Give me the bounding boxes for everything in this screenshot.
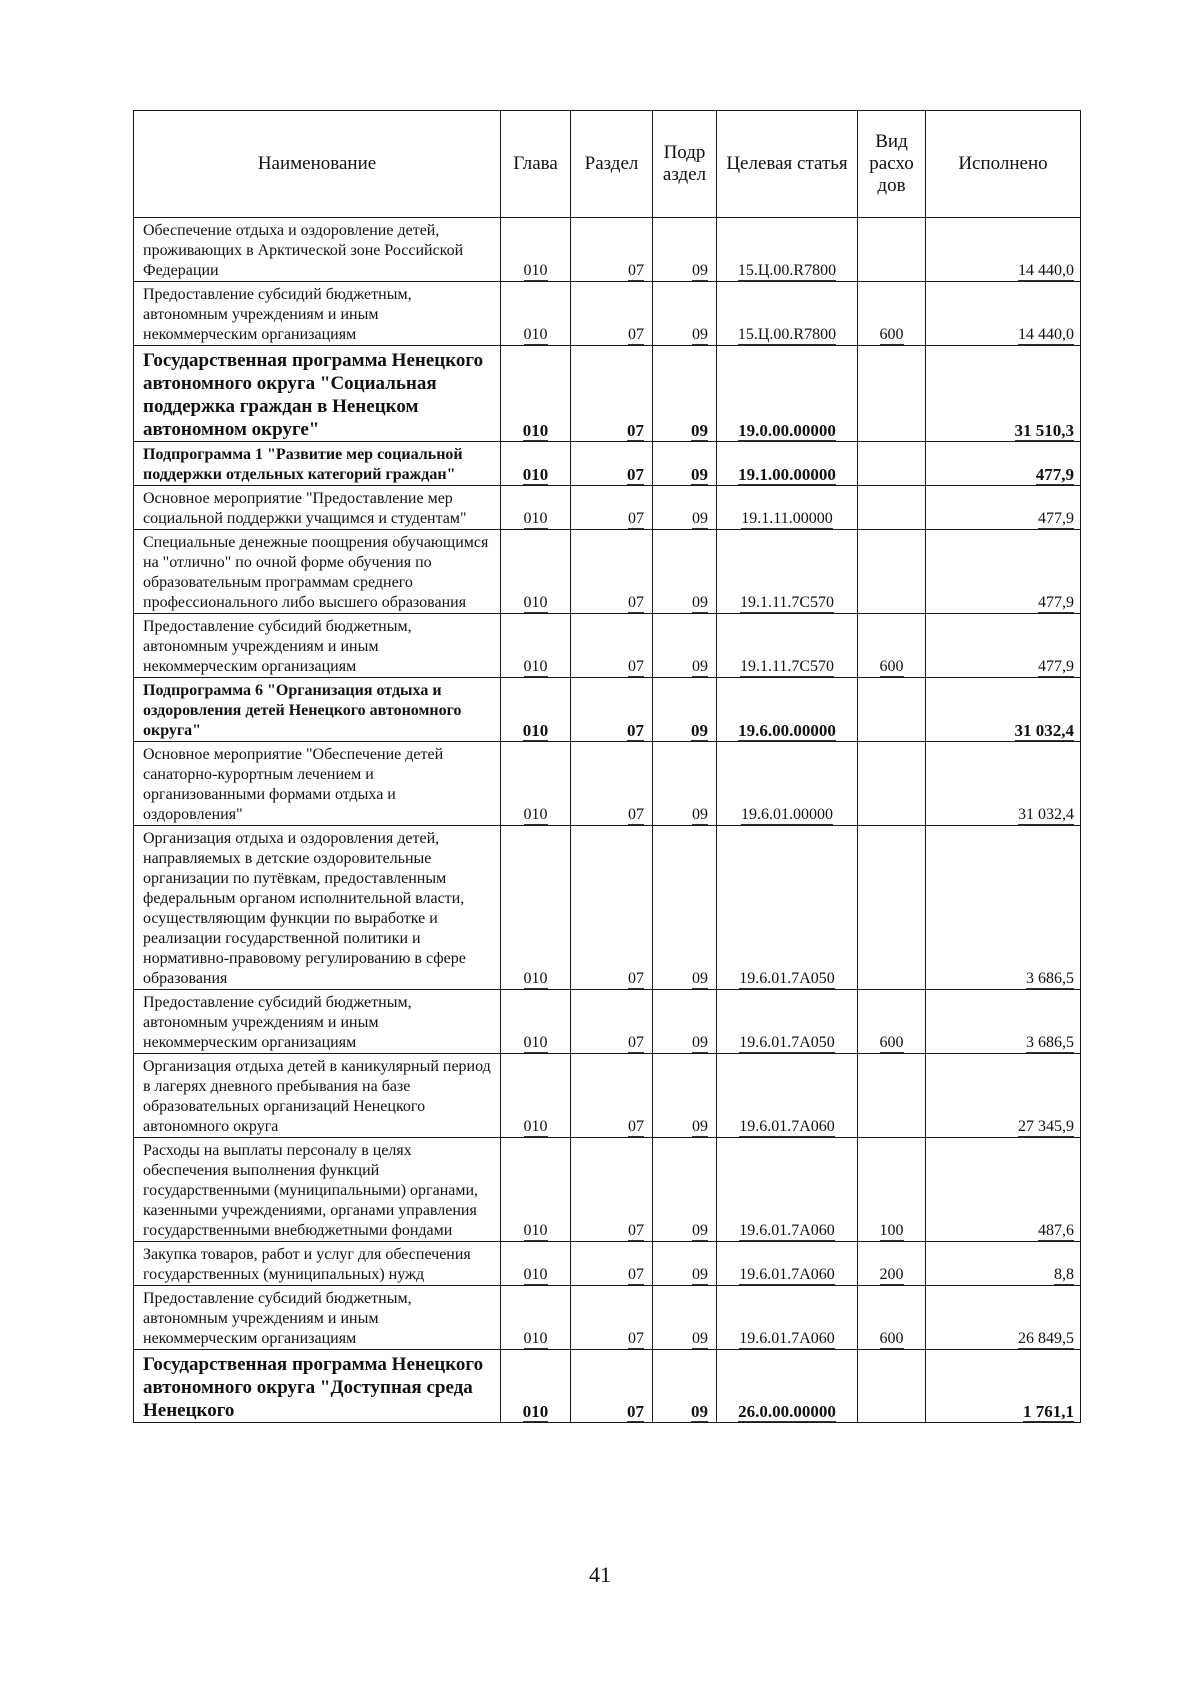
- cell-target-value: 19.6.00.00000: [738, 721, 836, 740]
- cell-section-value: 07: [628, 1034, 644, 1051]
- cell-subsection-value: 09: [692, 658, 708, 675]
- cell-subsection: [653, 530, 717, 614]
- cell-done: [926, 282, 1081, 346]
- cell-chapter-value: 010: [523, 326, 548, 343]
- cell-section-value: 07: [628, 510, 644, 527]
- cell-done-value: 14 440,0: [1018, 326, 1074, 343]
- cell-section: [571, 614, 653, 678]
- cell-subsection-value: 09: [692, 1034, 708, 1051]
- cell-done-value: 477,9: [1038, 594, 1074, 611]
- cell-name: Основное мероприятие "Предоставление мер социальной поддержки учащимся и студентам": [134, 486, 501, 530]
- table-row: [134, 282, 1081, 346]
- cell-chapter-value: 010: [523, 806, 548, 823]
- cell-section-value: 07: [628, 970, 644, 987]
- cell-subsection-value: 09: [691, 1402, 708, 1421]
- cell-subsection-value: 09: [691, 465, 708, 484]
- cell-target: [717, 282, 858, 346]
- cell-type-value: 600: [879, 658, 904, 675]
- table-row: [134, 614, 1081, 678]
- cell-type: [858, 1242, 926, 1286]
- cell-subsection-value: 09: [692, 262, 708, 279]
- cell-name: Государственная программа Ненецкого автономного округа "Доступная среда Ненецкого: [134, 1350, 501, 1423]
- budget-table: [133, 110, 1081, 1423]
- cell-subsection: [653, 1286, 717, 1350]
- cell-type: [858, 218, 926, 282]
- cell-target: [717, 614, 858, 678]
- cell-type: [858, 742, 926, 826]
- cell-subsection-value: 09: [692, 1330, 708, 1347]
- cell-chapter: [501, 990, 571, 1054]
- cell-section: [571, 742, 653, 826]
- cell-section-value: 07: [627, 421, 644, 440]
- cell-chapter-value: 010: [523, 510, 548, 527]
- cell-done: [926, 678, 1081, 742]
- cell-target-value: 19.6.01.7А050: [739, 1034, 835, 1051]
- cell-section-value: 07: [628, 658, 644, 675]
- table-row: [134, 442, 1081, 486]
- cell-type: [858, 1286, 926, 1350]
- cell-name: Предоставление субсидий бюджетным, автономным учреждениям и иным некоммерческим организациям: [134, 614, 501, 678]
- cell-subsection: [653, 1242, 717, 1286]
- table-row: [134, 678, 1081, 742]
- cell-section: [571, 282, 653, 346]
- cell-target-value: 19.6.01.7А060: [739, 1118, 835, 1135]
- cell-section-value: 07: [627, 1402, 644, 1421]
- cell-chapter-value: 010: [523, 658, 548, 675]
- cell-done-value: 31 510,3: [1014, 421, 1074, 440]
- cell-chapter: [501, 442, 571, 486]
- cell-done: [926, 486, 1081, 530]
- table-row: [134, 346, 1081, 442]
- cell-name: Закупка товаров, работ и услуг для обеспечения государственных (муниципальных) нужд: [134, 1242, 501, 1286]
- cell-section: [571, 826, 653, 990]
- cell-name: Основное мероприятие "Обеспечение детей санаторно-курортным лечением и организованными формами отдыха и оздоровления": [134, 742, 501, 826]
- cell-subsection-value: 09: [692, 806, 708, 823]
- cell-target: [717, 1054, 858, 1138]
- cell-section-value: 07: [628, 1266, 644, 1283]
- cell-section: [571, 990, 653, 1054]
- cell-chapter: [501, 486, 571, 530]
- cell-section-value: 07: [628, 1118, 644, 1135]
- cell-section: [571, 442, 653, 486]
- cell-subsection-value: 09: [691, 421, 708, 440]
- cell-type: [858, 442, 926, 486]
- cell-done-value: 27 345,9: [1018, 1118, 1074, 1135]
- header-type: Вид расхо дов: [858, 111, 926, 218]
- cell-section-value: 07: [627, 721, 644, 740]
- cell-subsection: [653, 218, 717, 282]
- cell-type-value: 600: [879, 1330, 904, 1347]
- cell-type: [858, 826, 926, 990]
- cell-target-value: 19.0.00.00000: [738, 421, 836, 440]
- cell-done-value: 1 761,1: [1023, 1402, 1074, 1421]
- cell-name: Обеспечение отдыха и оздоровление детей, проживающих в Арктической зоне Российской Федерации: [134, 218, 501, 282]
- cell-name: Организация отдыха и оздоровления детей, направляемых в детские оздоровительные организации по путёвкам, предоставленным федеральным органом исполнительной власти, осуществляющим функции по выработке и реализации государственной политики и нормативно-правовому регулированию в сфере образования: [134, 826, 501, 990]
- cell-done-value: 477,9: [1038, 658, 1074, 675]
- cell-target: [717, 1350, 858, 1423]
- cell-subsection: [653, 1054, 717, 1138]
- cell-done: [926, 990, 1081, 1054]
- cell-chapter-value: 010: [523, 1330, 548, 1347]
- cell-done: [926, 826, 1081, 990]
- table-row: [134, 1138, 1081, 1242]
- header-chapter: Глава: [501, 111, 571, 218]
- cell-target-value: 19.1.11.00000: [741, 510, 833, 527]
- cell-section-value: 07: [628, 594, 644, 611]
- cell-target-value: 19.1.11.7С570: [739, 594, 835, 611]
- cell-subsection-value: 09: [692, 1266, 708, 1283]
- cell-done: [926, 442, 1081, 486]
- cell-type-value: 600: [879, 326, 904, 343]
- header-name: Наименование: [134, 111, 501, 218]
- cell-name: Расходы на выплаты персоналу в целях обеспечения выполнения функций государственными (муниципальными) органами, казенными учреждениями, органами управления государственными внебюджетными фондами: [134, 1138, 501, 1242]
- cell-subsection-value: 09: [692, 594, 708, 611]
- cell-target-value: 26.0.00.00000: [738, 1402, 836, 1421]
- cell-target-value: 19.6.01.00000: [741, 806, 833, 823]
- header-subsection: Подр аздел: [653, 111, 717, 218]
- cell-done: [926, 1286, 1081, 1350]
- cell-type-value: 600: [879, 1034, 904, 1051]
- cell-chapter: [501, 678, 571, 742]
- cell-chapter: [501, 346, 571, 442]
- cell-target: [717, 486, 858, 530]
- cell-target-value: 15.Ц.00.R7800: [737, 262, 837, 279]
- cell-name: Государственная программа Ненецкого автономного округа "Социальная поддержка граждан в Ненецком автономном округе": [134, 346, 501, 442]
- cell-name: Предоставление субсидий бюджетным, автономным учреждениям и иным некоммерческим организациям: [134, 990, 501, 1054]
- cell-done-value: 3 686,5: [1026, 970, 1074, 987]
- cell-done: [926, 1242, 1081, 1286]
- table-row: [134, 826, 1081, 990]
- cell-done-value: 31 032,4: [1014, 721, 1074, 740]
- cell-chapter-value: 010: [523, 594, 548, 611]
- cell-target: [717, 218, 858, 282]
- cell-name: Предоставление субсидий бюджетным, автономным учреждениям и иным некоммерческим организациям: [134, 282, 501, 346]
- cell-target-value: 19.1.00.00000: [738, 465, 836, 484]
- cell-done-value: 14 440,0: [1018, 262, 1074, 279]
- cell-type: [858, 990, 926, 1054]
- cell-chapter-value: 010: [522, 1402, 549, 1421]
- cell-section: [571, 678, 653, 742]
- cell-target: [717, 678, 858, 742]
- cell-subsection: [653, 282, 717, 346]
- cell-target: [717, 346, 858, 442]
- cell-target-value: 15.Ц.00.R7800: [737, 326, 837, 343]
- cell-done: [926, 218, 1081, 282]
- cell-done-value: 31 032,4: [1018, 806, 1074, 823]
- cell-section: [571, 530, 653, 614]
- table-row: [134, 742, 1081, 826]
- cell-chapter-value: 010: [523, 1118, 548, 1135]
- cell-target: [717, 826, 858, 990]
- cell-done-value: 487,6: [1038, 1222, 1074, 1239]
- cell-subsection-value: 09: [692, 1118, 708, 1135]
- cell-section-value: 07: [628, 806, 644, 823]
- cell-chapter: [501, 614, 571, 678]
- cell-section-value: 07: [627, 465, 644, 484]
- header-target: Целевая статья: [717, 111, 858, 218]
- cell-chapter: [501, 1350, 571, 1423]
- cell-subsection-value: 09: [692, 510, 708, 527]
- cell-chapter-value: 010: [522, 721, 549, 740]
- cell-chapter: [501, 218, 571, 282]
- cell-name: Подпрограмма 6 "Организация отдыха и оздоровления детей Ненецкого автономного округа": [134, 678, 501, 742]
- cell-target: [717, 530, 858, 614]
- cell-chapter-value: 010: [522, 421, 549, 440]
- cell-target-value: 19.6.01.7А050: [739, 970, 835, 987]
- cell-section-value: 07: [628, 1330, 644, 1347]
- cell-target: [717, 742, 858, 826]
- cell-chapter-value: 010: [523, 1222, 548, 1239]
- cell-target-value: 19.6.01.7А060: [739, 1222, 835, 1239]
- cell-done: [926, 1350, 1081, 1423]
- cell-type: [858, 282, 926, 346]
- cell-subsection: [653, 826, 717, 990]
- cell-target: [717, 1286, 858, 1350]
- cell-name: Предоставление субсидий бюджетным, автономным учреждениям и иным некоммерческим организациям: [134, 1286, 501, 1350]
- cell-chapter: [501, 1242, 571, 1286]
- table-row: [134, 1054, 1081, 1138]
- cell-type: [858, 678, 926, 742]
- table-row: [134, 218, 1081, 282]
- cell-name: Специальные денежные поощрения обучающимся на "отлично" по очной форме обучения по образовательным программам среднего профессионального либо высшего образования: [134, 530, 501, 614]
- cell-done: [926, 614, 1081, 678]
- cell-target-value: 19.6.01.7А060: [739, 1330, 835, 1347]
- cell-type: [858, 614, 926, 678]
- cell-done: [926, 1138, 1081, 1242]
- cell-subsection: [653, 742, 717, 826]
- cell-section: [571, 1350, 653, 1423]
- cell-subsection-value: 09: [691, 721, 708, 740]
- cell-done: [926, 1054, 1081, 1138]
- cell-chapter-value: 010: [523, 1266, 548, 1283]
- cell-section-value: 07: [628, 1222, 644, 1239]
- cell-name: Подпрограмма 1 "Развитие мер социальной поддержки отдельных категорий граждан": [134, 442, 501, 486]
- document-page: [133, 110, 1080, 1423]
- table-body: [134, 218, 1081, 1423]
- cell-type: [858, 346, 926, 442]
- cell-subsection: [653, 990, 717, 1054]
- table-row: [134, 486, 1081, 530]
- cell-section: [571, 346, 653, 442]
- cell-section: [571, 1286, 653, 1350]
- cell-target: [717, 1242, 858, 1286]
- cell-subsection: [653, 346, 717, 442]
- cell-target: [717, 442, 858, 486]
- cell-subsection-value: 09: [692, 1222, 708, 1239]
- cell-target-value: 19.6.01.7А060: [739, 1266, 835, 1283]
- cell-subsection: [653, 678, 717, 742]
- cell-chapter: [501, 1286, 571, 1350]
- header-done: Исполнено: [926, 111, 1081, 218]
- cell-type-value: 100: [879, 1222, 904, 1239]
- cell-name: Организация отдыха детей в каникулярный период в лагерях дневного пребывания на базе образовательных организаций Ненецкого автономного округа: [134, 1054, 501, 1138]
- cell-type: [858, 486, 926, 530]
- cell-section: [571, 1054, 653, 1138]
- table-row: [134, 990, 1081, 1054]
- cell-chapter: [501, 282, 571, 346]
- cell-subsection: [653, 442, 717, 486]
- page-number: 41: [589, 1562, 611, 1587]
- cell-type: [858, 530, 926, 614]
- cell-type: [858, 1054, 926, 1138]
- cell-chapter: [501, 742, 571, 826]
- cell-done: [926, 530, 1081, 614]
- cell-type: [858, 1138, 926, 1242]
- table-row: [134, 1286, 1081, 1350]
- table-row: [134, 1242, 1081, 1286]
- table-row: [134, 530, 1081, 614]
- cell-chapter-value: 010: [523, 970, 548, 987]
- cell-section: [571, 218, 653, 282]
- cell-subsection-value: 09: [692, 326, 708, 343]
- cell-target-value: 19.1.11.7С570: [739, 658, 835, 675]
- cell-subsection: [653, 1138, 717, 1242]
- cell-done-value: 8,8: [1054, 1266, 1074, 1283]
- cell-chapter-value: 010: [523, 1034, 548, 1051]
- cell-done: [926, 346, 1081, 442]
- cell-chapter: [501, 1054, 571, 1138]
- cell-section-value: 07: [628, 262, 644, 279]
- header-section: Раздел: [571, 111, 653, 218]
- cell-section: [571, 1138, 653, 1242]
- cell-chapter-value: 010: [523, 262, 548, 279]
- cell-subsection: [653, 1350, 717, 1423]
- table-header-row: [134, 111, 1081, 218]
- table-row: [134, 1350, 1081, 1423]
- cell-chapter: [501, 826, 571, 990]
- cell-done-value: 477,9: [1035, 465, 1074, 484]
- cell-done-value: 3 686,5: [1026, 1034, 1074, 1051]
- cell-type: [858, 1350, 926, 1423]
- cell-done: [926, 742, 1081, 826]
- cell-target: [717, 990, 858, 1054]
- cell-section: [571, 1242, 653, 1286]
- cell-section: [571, 486, 653, 530]
- cell-done-value: 26 849,5: [1018, 1330, 1074, 1347]
- cell-type-value: 200: [879, 1266, 904, 1283]
- cell-chapter: [501, 530, 571, 614]
- cell-target: [717, 1138, 858, 1242]
- cell-done-value: 477,9: [1038, 510, 1074, 527]
- cell-subsection: [653, 486, 717, 530]
- cell-chapter-value: 010: [522, 465, 549, 484]
- cell-chapter: [501, 1138, 571, 1242]
- cell-subsection: [653, 614, 717, 678]
- cell-section-value: 07: [628, 326, 644, 343]
- cell-subsection-value: 09: [692, 970, 708, 987]
